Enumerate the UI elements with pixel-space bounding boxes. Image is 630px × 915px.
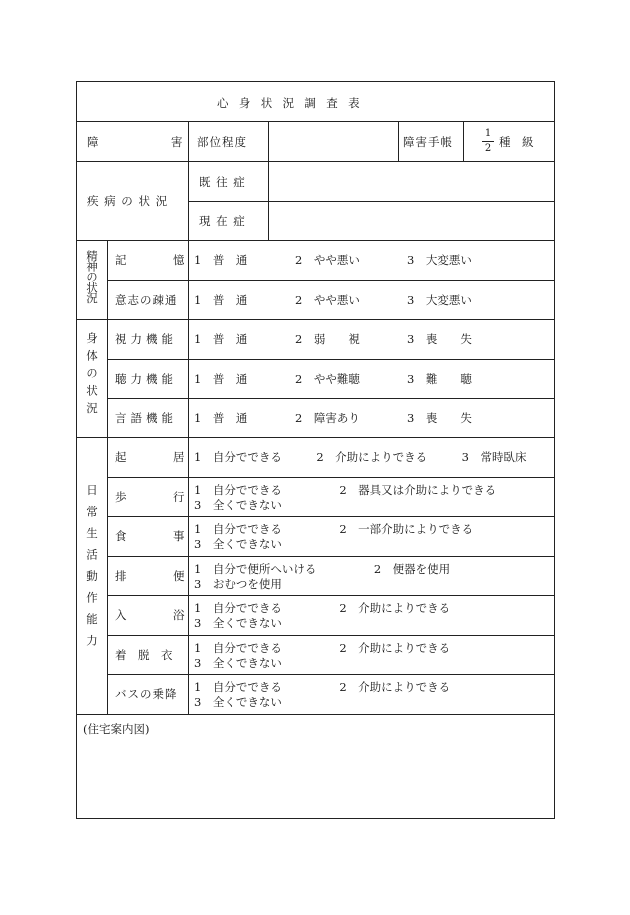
- row-divider: [77, 121, 555, 122]
- row-divider: [107, 280, 555, 281]
- disability-label: 障: [87, 135, 99, 149]
- eating-options-2: 3 全くできない: [194, 537, 282, 551]
- bus-label: バスの乗降: [115, 687, 178, 701]
- bathing-options-2: 3 全くできない: [194, 616, 282, 630]
- col-divider: [107, 240, 108, 714]
- walking-label-a: 歩: [115, 490, 127, 504]
- row-divider: [107, 398, 555, 399]
- col-divider: [398, 121, 399, 161]
- row-divider: [107, 635, 555, 636]
- bathing-label-b: 浴: [173, 608, 185, 622]
- row-divider: [107, 359, 555, 360]
- grade-denominator: 2: [484, 143, 492, 154]
- disease-label: 疾 病 の 状 況: [87, 194, 169, 208]
- dressing-label: 着 脱 衣: [115, 648, 173, 662]
- handbook-label: 障害手帳: [403, 135, 453, 149]
- option-3: 3 大変悪い: [407, 293, 472, 307]
- physical-group-label: 身体の状況: [85, 332, 99, 420]
- option-1: 1 普 通: [194, 332, 248, 346]
- row-divider: [77, 319, 555, 320]
- past-illness-label: 既 往 症: [199, 175, 246, 189]
- eating-options-1: 1 自分でできる 2 一部介助によりできる: [194, 522, 474, 536]
- option-1: 1 普 通: [194, 253, 248, 267]
- option-2: 2 やや悪い: [295, 253, 360, 267]
- memory-label-a: 記: [115, 253, 127, 267]
- hearing-label: 聴力機能: [115, 372, 177, 386]
- fraction-bar: [482, 141, 494, 142]
- vision-label: 視力機能: [115, 332, 177, 346]
- row-divider: [107, 674, 555, 675]
- option-2: 2 障害あり: [295, 411, 360, 425]
- mental-group-label: 精神の状況: [85, 250, 99, 303]
- dressing-options-2: 3 全くできない: [194, 656, 282, 670]
- option-1: 1 普 通: [194, 293, 248, 307]
- rising-label-b: 居: [173, 450, 185, 464]
- grade-text: 種 級: [499, 135, 534, 149]
- bus-options-1: 1 自分でできる 2 介助によりできる: [194, 680, 451, 694]
- option-1: 1 普 通: [194, 372, 248, 386]
- grade-numerator: 1: [484, 128, 492, 139]
- bathing-options-1: 1 自分でできる 2 介助によりできる: [194, 601, 451, 615]
- row-divider: [77, 240, 555, 241]
- row-divider: [77, 437, 555, 438]
- option-3: 3 喪 失: [407, 411, 472, 425]
- daily-group-label: 日常生活動作能力: [85, 484, 99, 656]
- col-divider: [268, 121, 269, 240]
- current-illness-label: 現 在 症: [199, 214, 246, 228]
- row-divider: [188, 201, 555, 202]
- toilet-options-1: 1 自分で便所へいける 2 便器を使用: [194, 562, 451, 576]
- rising-label-a: 起: [115, 450, 127, 464]
- degree-label: 部位程度: [197, 135, 247, 149]
- col-divider: [188, 121, 189, 240]
- house-map-label: (住宅案内図): [83, 722, 150, 736]
- walking-label-b: 行: [173, 490, 185, 504]
- col-divider: [188, 240, 189, 714]
- speech-label: 言語機能: [115, 411, 177, 425]
- bus-options-2: 3 全くできない: [194, 695, 282, 709]
- option-3: 3 難 聴: [407, 372, 472, 386]
- bathing-label-a: 入: [115, 608, 127, 622]
- toilet-options-2: 3 おむつを使用: [194, 577, 282, 591]
- page-title: 心身状況調査表: [217, 96, 370, 110]
- option-3: 3 喪 失: [407, 332, 472, 346]
- eating-label-a: 食: [115, 529, 127, 543]
- option-2: 2 やや悪い: [295, 293, 360, 307]
- communication-label: 意志の疎通: [115, 293, 178, 307]
- rising-options: 1 自分でできる 2 介助によりできる 3 常時臥床: [194, 450, 527, 464]
- memory-label-b: 憶: [173, 253, 185, 267]
- eating-label-b: 事: [173, 529, 185, 543]
- col-divider: [463, 121, 464, 161]
- walking-options-2: 3 全くできない: [194, 498, 282, 512]
- row-divider: [107, 477, 555, 478]
- toilet-label-b: 便: [173, 569, 185, 583]
- row-divider: [107, 516, 555, 517]
- option-2: 2 弱 視: [295, 332, 360, 346]
- survey-form: [76, 81, 555, 819]
- walking-options-1: 1 自分でできる 2 器具又は介助によりできる: [194, 483, 497, 497]
- toilet-label-a: 排: [115, 569, 127, 583]
- option-2: 2 やや難聴: [295, 372, 360, 386]
- disability-label-end: 害: [171, 135, 183, 149]
- row-divider: [107, 556, 555, 557]
- option-1: 1 普 通: [194, 411, 248, 425]
- row-divider: [77, 161, 555, 162]
- row-divider: [77, 714, 555, 715]
- option-3: 3 大変悪い: [407, 253, 472, 267]
- dressing-options-1: 1 自分でできる 2 介助によりできる: [194, 641, 451, 655]
- row-divider: [107, 595, 555, 596]
